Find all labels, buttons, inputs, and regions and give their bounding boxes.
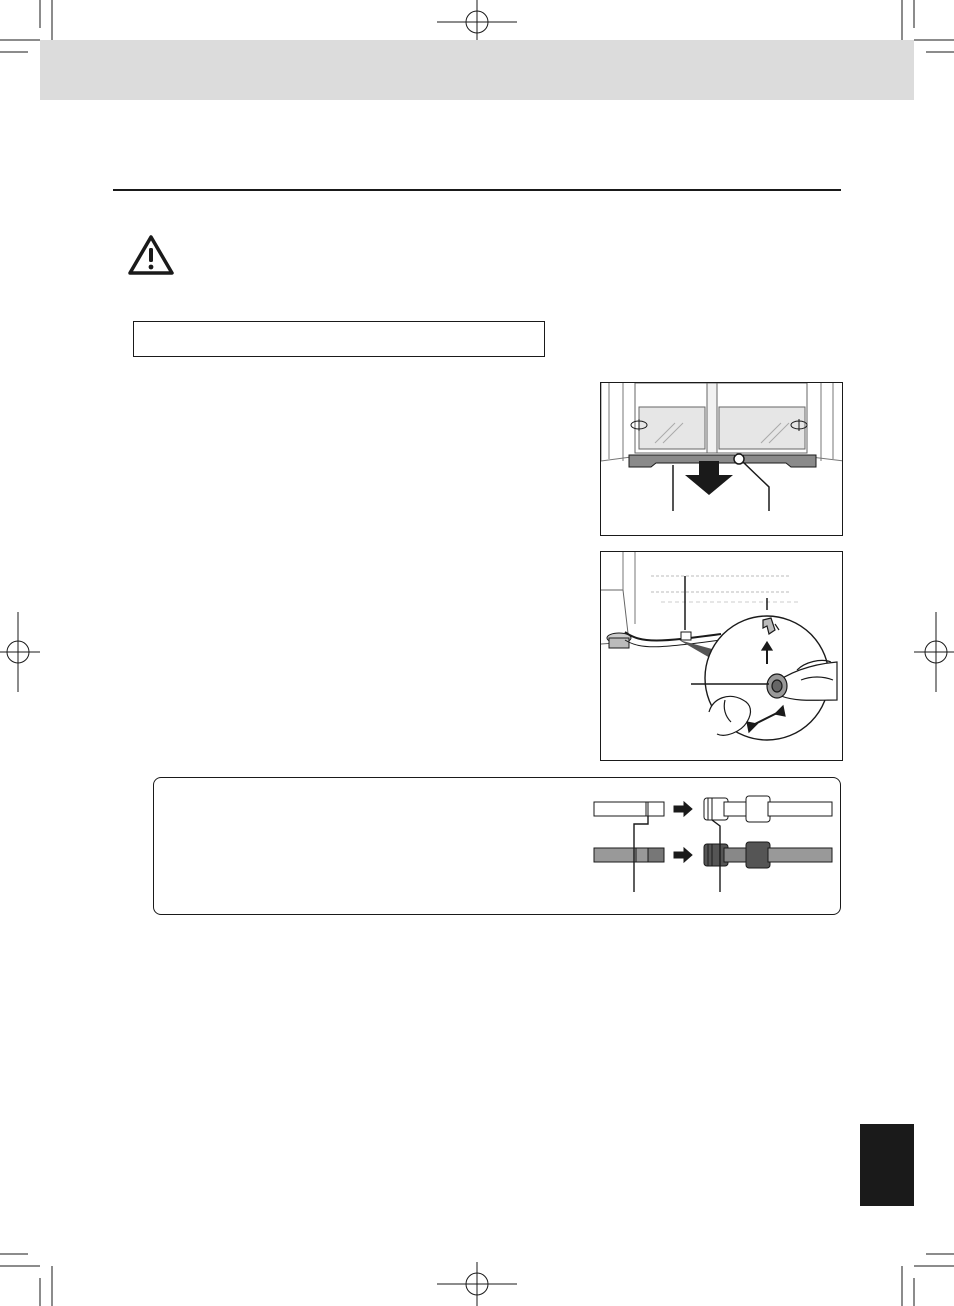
section-tab bbox=[860, 1124, 914, 1206]
section-rule bbox=[113, 189, 841, 191]
note-box bbox=[133, 321, 545, 357]
figure-tube-insertion bbox=[590, 790, 835, 900]
registration-mark-icon bbox=[437, 0, 517, 44]
registration-mark-icon bbox=[437, 1262, 517, 1306]
figure-grille-removal bbox=[600, 382, 843, 536]
warning-triangle-icon bbox=[127, 234, 175, 276]
figure-water-connection bbox=[600, 551, 843, 761]
header-band bbox=[40, 40, 914, 100]
registration-mark-icon bbox=[0, 612, 40, 692]
registration-mark-icon bbox=[914, 612, 954, 692]
